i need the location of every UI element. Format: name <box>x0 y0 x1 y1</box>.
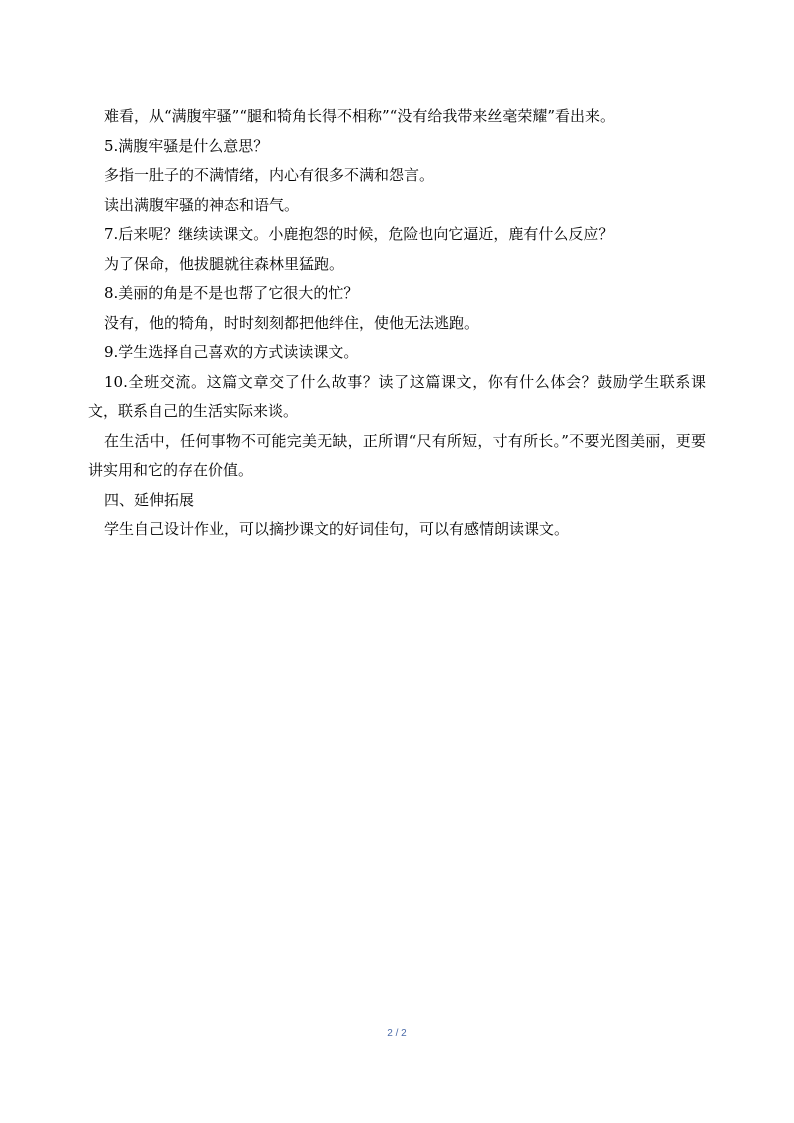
paragraph: 在生活中，任何事物不可能完美无缺，正所谓“尺有所短，寸有所长。”不要光图美丽，更要讲实用和它的存在价值。 <box>88 431 706 479</box>
document-body <box>88 102 706 545</box>
question-heading: 9.学生选择自己喜欢的方式读读课文。 <box>104 343 359 361</box>
question-heading: 10.全班交流。这篇文章交了什么故事？读了这篇课文，你有什么体会？鼓励学生联系课文，联系自己的生活实际来谈。 <box>88 372 706 420</box>
paragraph: 读出满腹牢骚的神态和语气。 <box>104 195 300 214</box>
question-heading: 5.满腹牢骚是什么意思？ <box>104 136 269 155</box>
paragraph: 多指一肚子的不满情绪，内心有很多不满和怨言。 <box>104 166 435 184</box>
question-heading: 7.后来呢？继续读课文。小鹿抱怨的时候，危险也向它逼近，鹿有什么反应？ <box>104 225 614 243</box>
paragraph: 为了保命，他拔腿就往森林里猛跑。 <box>104 254 345 273</box>
paragraph: 没有，他的犄角，时时刻刻都把他绊住，使他无法逃跑。 <box>104 313 480 332</box>
page-number: 2 / 2 <box>387 1028 407 1039</box>
question-heading: 8.美丽的角是不是也帮了它很大的忙？ <box>104 284 359 302</box>
paragraph: 学生自己设计作业，可以摘抄课文的好词佳句，可以有感情朗读课文。 <box>104 520 570 538</box>
paragraph: 难看，从“满腹牢骚”“腿和犄角长得不相称”“没有给我带来丝毫荣耀”看出来。 <box>104 107 616 125</box>
section-heading: 四、延伸拓展 <box>104 490 195 509</box>
